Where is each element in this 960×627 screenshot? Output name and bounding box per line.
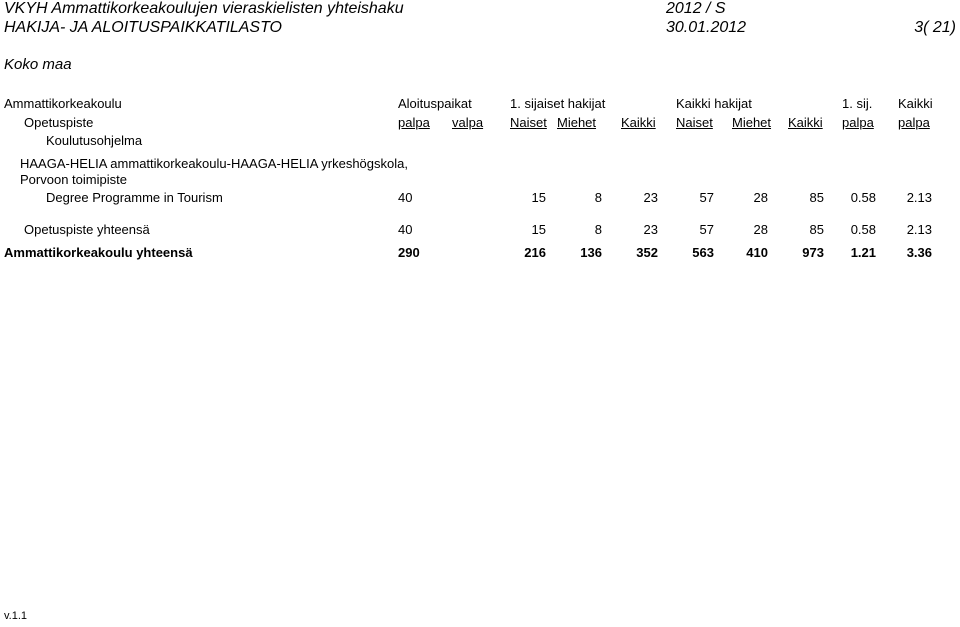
col-ratio-palpa-2: palpa [898, 115, 930, 130]
cell-all-kaikki: 85 [809, 222, 824, 237]
col-group-ratio-first: 1. sij. [842, 96, 873, 111]
cell-all-miehet: 28 [753, 222, 768, 237]
col-first-miehet: Miehet [557, 115, 597, 130]
cell-ratio-1: 0.58 [850, 222, 876, 237]
col-koulutusohjelma: Koulutusohjelma [46, 133, 143, 148]
cell-all-naiset: 563 [692, 245, 714, 260]
cell-all-kaikki: 85 [809, 190, 824, 205]
cell-first-miehet: 136 [580, 245, 602, 260]
version-label: v.1.1 [4, 610, 28, 622]
programme-label: Degree Programme in Tourism [46, 190, 223, 205]
report-title: VKYH Ammattikorkeakoulujen vieraskielisten yhteishaku [4, 0, 404, 17]
col-all-kaikki: Kaikki [788, 115, 823, 130]
col-all-miehet: Miehet [732, 115, 772, 130]
cell-all-naiset: 57 [699, 190, 714, 205]
opetuspiste-total-label: Opetuspiste yhteensä [24, 222, 150, 237]
cell-all-naiset: 57 [699, 222, 714, 237]
cell-first-kaikki: 23 [643, 222, 658, 237]
col-valpa: valpa [452, 115, 484, 130]
cell-ratio-2: 2.13 [906, 222, 932, 237]
cell-ratio-1: 1.21 [850, 245, 876, 260]
col-first-kaikki: Kaikki [621, 115, 656, 130]
scope-label: Koko maa [4, 56, 72, 73]
col-first-naiset: Naiset [510, 115, 547, 130]
col-amk: Ammattikorkeakoulu [4, 96, 122, 111]
page-number: 3( 21) [914, 19, 956, 36]
cell-all-miehet: 28 [753, 190, 768, 205]
col-group-ratio-all: Kaikki [898, 96, 933, 111]
cell-palpa: 290 [398, 245, 420, 260]
cell-first-naiset: 15 [531, 190, 546, 205]
institution-name-line2: Porvoon toimipiste [20, 172, 127, 187]
cell-first-miehet: 8 [594, 222, 602, 237]
cell-first-miehet: 8 [594, 190, 602, 205]
amk-total-label: Ammattikorkeakoulu yhteensä [4, 245, 193, 260]
cell-first-kaikki: 23 [643, 190, 658, 205]
institution-name-line1: HAAGA-HELIA ammattikorkeakoulu-HAAGA-HELIA yrkeshögskola, [20, 156, 408, 171]
col-group-all-applicants: Kaikki hakijat [676, 96, 752, 111]
cell-ratio-2: 3.36 [906, 245, 932, 260]
cell-first-naiset: 15 [531, 222, 546, 237]
col-opetuspiste: Opetuspiste [24, 115, 94, 130]
col-group-first-choice: 1. sijaiset hakijat [510, 96, 606, 111]
col-ratio-palpa-1: palpa [842, 115, 874, 130]
report-subtitle: HAKIJA- JA ALOITUSPAIKKATILASTO [4, 19, 282, 36]
col-palpa: palpa [398, 115, 430, 130]
year-term: 2012 / S [666, 0, 726, 17]
cell-ratio-1: 0.58 [850, 190, 876, 205]
col-group-aloituspaikat: Aloituspaikat [398, 96, 472, 111]
cell-ratio-2: 2.13 [906, 190, 932, 205]
col-all-naiset: Naiset [676, 115, 713, 130]
cell-first-naiset: 216 [524, 245, 546, 260]
cell-first-kaikki: 352 [636, 245, 658, 260]
cell-palpa: 40 [398, 222, 413, 237]
cell-palpa: 40 [398, 190, 413, 205]
cell-all-miehet: 410 [746, 245, 768, 260]
report-date: 30.01.2012 [666, 19, 747, 36]
cell-all-kaikki: 973 [802, 245, 824, 260]
